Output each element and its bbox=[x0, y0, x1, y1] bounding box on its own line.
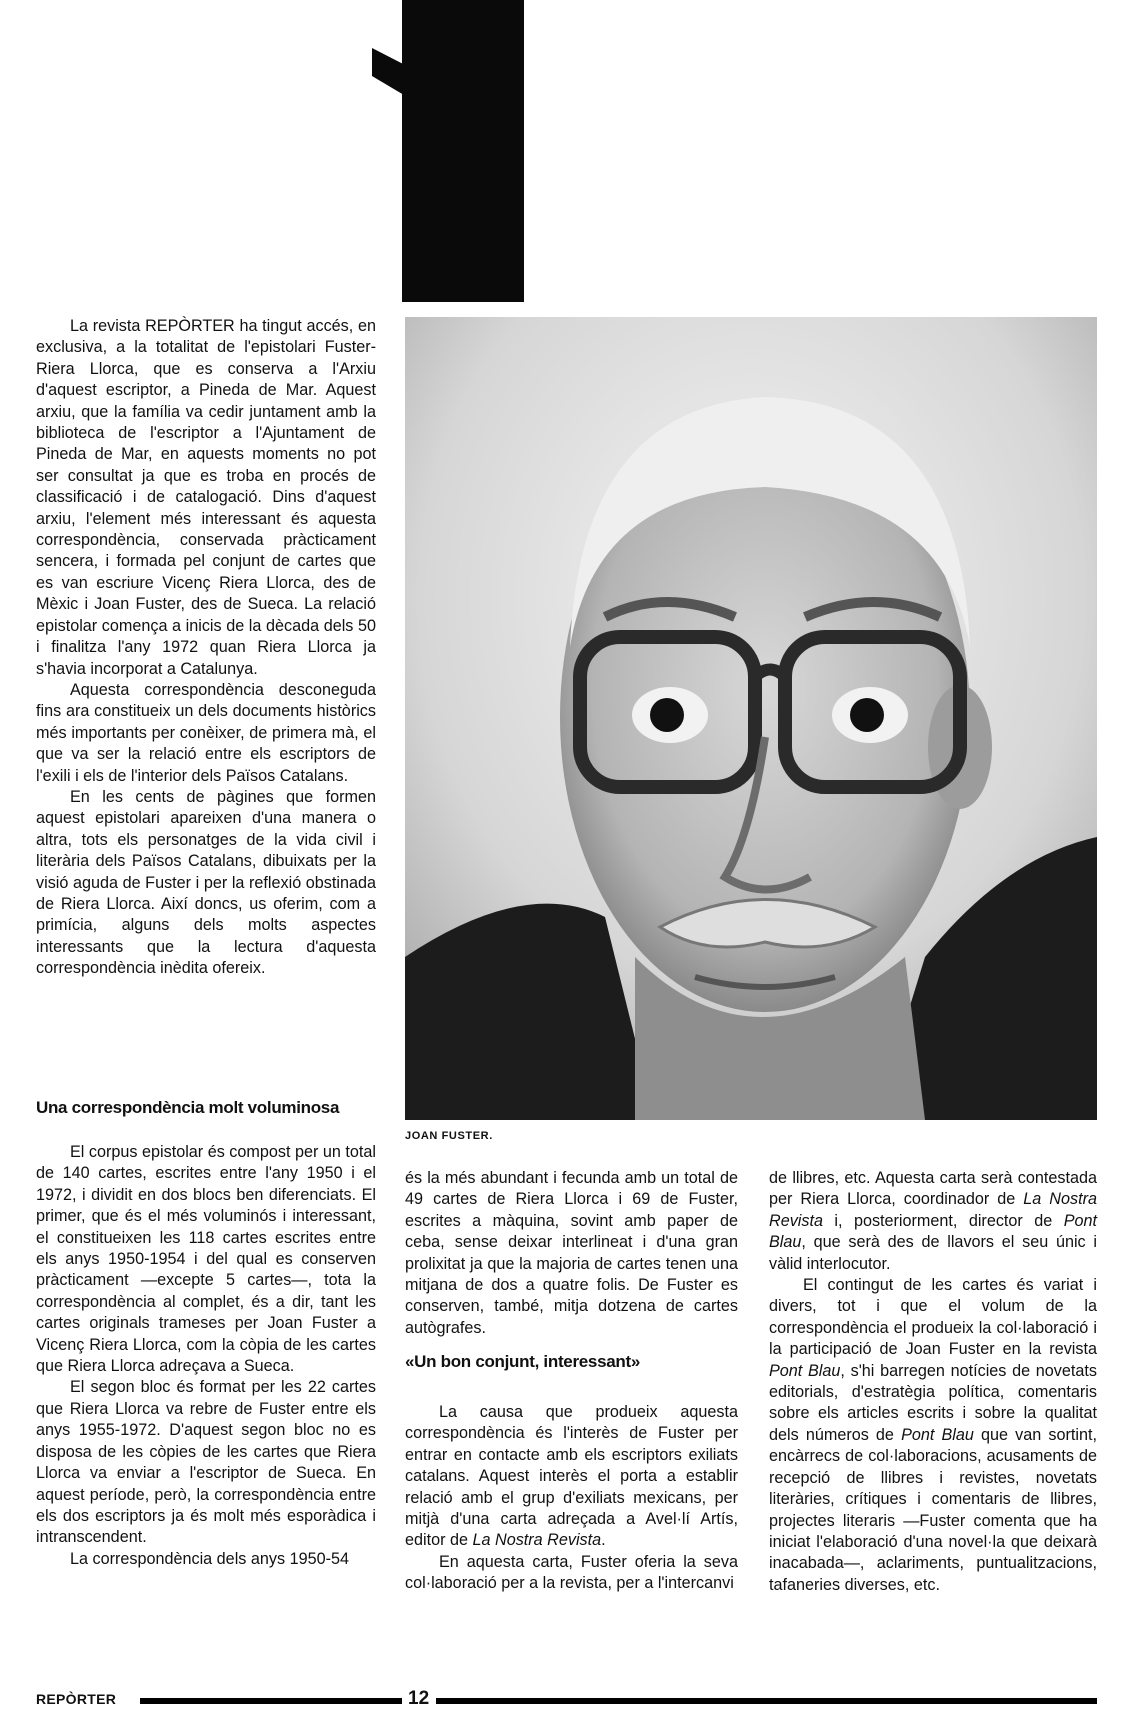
text-run-italic: La Nostra Revista bbox=[472, 1531, 602, 1550]
text-run: i, posteriorment, director de bbox=[822, 1211, 1064, 1230]
text-run: , s'hi barregen notícies de novetats editorials, d'estratègia política, comentaris sobre els articles escrits i sobre la qualitat dels números de bbox=[769, 1361, 1097, 1444]
text-run: de llibres, etc. Aquesta carta serà contestada per Riera Llorca, coordinador de bbox=[769, 1169, 1097, 1209]
article-paragraph: La correspondència dels anys 1950-54 bbox=[70, 1549, 349, 1568]
header-black-block bbox=[402, 0, 524, 302]
text-run-italic: Pont Blau bbox=[901, 1425, 974, 1444]
page-footer bbox=[36, 1690, 1097, 1712]
article-column-2-lower bbox=[405, 1402, 738, 1595]
page-number: 12 bbox=[408, 1688, 430, 1709]
article-column-1-top bbox=[36, 316, 376, 980]
footer-rule-left bbox=[140, 1698, 402, 1704]
article-column-2 bbox=[405, 1168, 738, 1339]
article-paragraph: El corpus epistolar és compost per un total de 140 cartes, escrites entre l'any 1950 i el 1972, i dividit en dos blocs ben diferenciats. El primer, que és el més voluminós i interessant, el constitueixen les 118 cartes escrites entre els anys 1950-1954 i del qual es conserven pràcticament —excepte 5 cartes—, tota la correspondència al complet, és a dir, tant les cartes originals trameses per Joan Fuster a Vicenç Riera Llorca, com la còpia de les cartes que Riera Llorca adreçava a Sueca. bbox=[36, 1143, 376, 1376]
footer-rule-right bbox=[436, 1698, 1097, 1704]
article-paragraph: En les cents de pàgines que formen aquest epistolari apareixen d'una manera o altra, tots els personatges de la vida civil i literària dels Països Catalans, dibuixats per la visió aguda de Fuster i per la reflexió obstinada de Riera Llorca. Així doncs, us oferim, com a primícia, alguns dels molts aspectes interessants que la lectura d'aquesta correspondència inèdita ofereix. bbox=[36, 787, 376, 978]
article-paragraph bbox=[405, 1402, 738, 1552]
article-paragraph: és la més abundant i fecunda amb un total de 49 cartes de Riera Llorca i 69 de Fuster, escrites a màquina, sovint amb paper de ceba, sense deixar interlineat i d'una gran prolixitat ja que la majoria de cartes tenen una mitjana de dos a quatre folis. De Fuster es conserven, també, mitja dotzena de cartes autògrafes. bbox=[405, 1169, 738, 1337]
text-run-italic: Pont Blau bbox=[769, 1211, 1097, 1252]
text-run: . bbox=[601, 1531, 606, 1550]
article-paragraph: En aquesta carta, Fuster oferia la seva col·laboració per a la revista, per a l'intercanvi bbox=[405, 1552, 738, 1593]
article-paragraph: Aquesta correspondència desconeguda fins ara constitueix un dels documents històrics més importants per conèixer, de primera mà, el que va ser la relació entre els escriptors de l'exili i els de l'interior dels Països Catalans. bbox=[36, 680, 376, 785]
text-run: que van sortint, encàrrecs de col·laboracions, acusaments de recepció de llibres i revistes, novetats literàries, crítiques i comentaris de llibres, projectes literaris —Fuster comenta que ha iniciat l'elaboració d'una novel·la que deixarà inacabada—, aclariments, puntualitzacions, tafaneries diverses, etc. bbox=[769, 1425, 1097, 1594]
text-run: , que serà des de llavors el seu únic i vàlid interlocutor. bbox=[769, 1233, 1097, 1273]
footer-brand: REPÒRTER bbox=[36, 1691, 117, 1707]
photo-caption: JOAN FUSTER. bbox=[405, 1130, 493, 1142]
text-run-italic: Pont Blau bbox=[769, 1361, 841, 1380]
subheading-good-collection: «Un bon conjunt, interessant» bbox=[405, 1352, 640, 1371]
text-run: La causa que produeix aquesta correspondència és l'interès de Fuster per entrar en contacte amb els escriptors exiliats catalans. Aquest interès el porta a establir relació amb el grup d'exiliats mexicans, per mitjà d'una carta adreçada a Avel·lí Artís, editor de bbox=[405, 1403, 738, 1550]
article-paragraph: El segon bloc és format per les 22 cartes que Riera Llorca va rebre de Fuster entre els anys 1955-1972. D'aquest segon bloc no es disposa de les còpies de les cartes que Riera Llorca va enviar a l'escriptor de Sueca. En aquest període, però, la correspondència entre els dos escriptors ja és molt més esporàdica i intranscendent. bbox=[36, 1378, 376, 1547]
portrait-photo-illustration bbox=[405, 317, 1097, 1120]
portrait-photo bbox=[405, 317, 1097, 1120]
article-paragraph: La revista REPÒRTER ha tingut accés, en exclusiva, a la totalitat de l'epistolari Fuster-Riera Llorca, que es conserva a l'Arxiu d'aquest escriptor, a Pineda de Mar. Aquest arxiu, que la família va cedir juntament amb la biblioteca de l'escriptor a l'Ajuntament de Pineda de Mar, en aquests moments no pot ser consultat ja que es troba en procés de classificació i de catalogació. Dins d'aquest arxiu, l'element més interessant és aquesta correspondència, conservada pràcticament sencera, i formada pel conjunt de cartes que es van escriure Vicenç Riera Llorca, des de Mèxic i Joan Fuster, des de Sueca. La relació epistolar comença a inicis de la dècada dels 50 i finalitza l'any 1972 quan Riera Llorca ja s'havia incorporat a Catalunya. bbox=[36, 317, 376, 678]
text-run-italic: La Nostra Revista bbox=[769, 1190, 1097, 1230]
text-run: El contingut de les cartes és variat i divers, tot i que el volum de la correspondència el produeix la col·laboració i la participació de Joan Fuster en la revista bbox=[769, 1276, 1097, 1359]
article-paragraph bbox=[769, 1168, 1097, 1275]
article-paragraph bbox=[769, 1275, 1097, 1596]
article-column-1-bottom bbox=[36, 1142, 376, 1570]
article-column-3 bbox=[769, 1168, 1097, 1596]
header-wedge-shape bbox=[372, 48, 446, 120]
subheading-voluminous-correspondence: Una correspondència molt voluminosa bbox=[36, 1098, 340, 1117]
